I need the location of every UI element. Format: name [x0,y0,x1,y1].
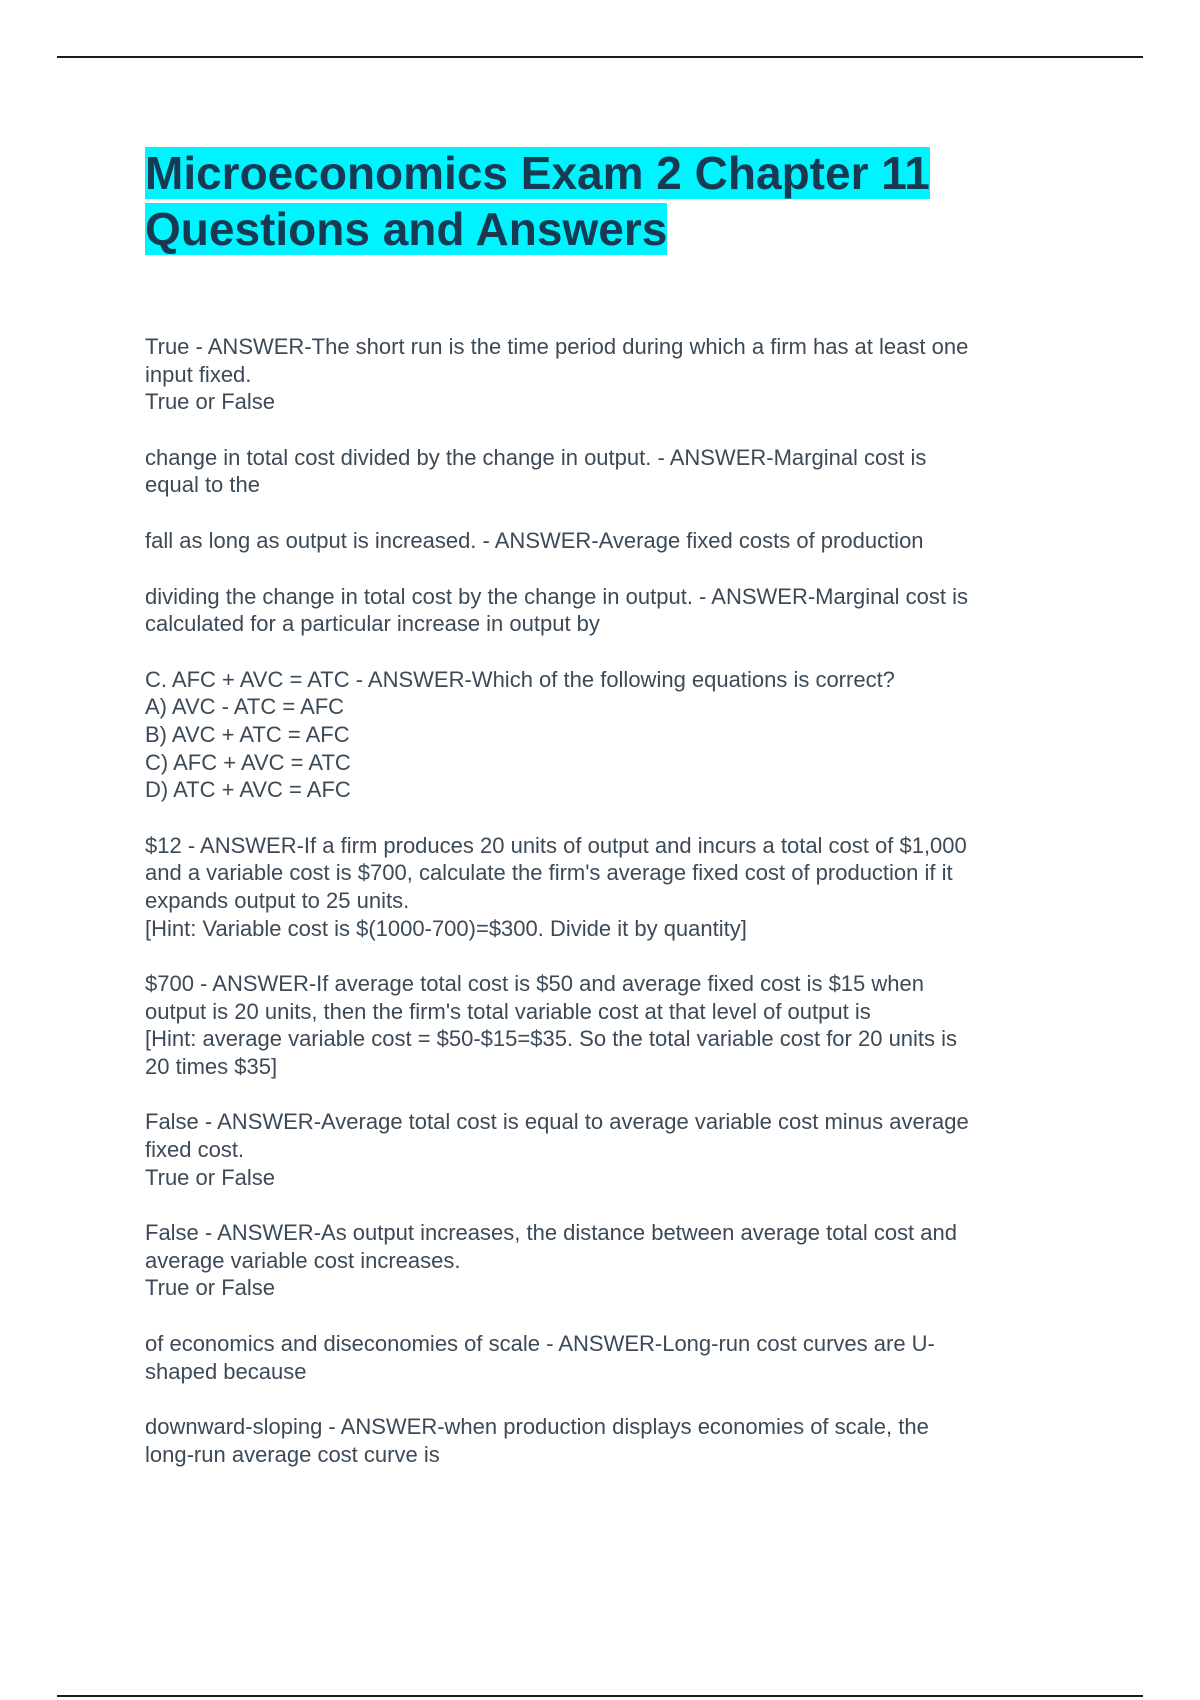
qa-item [145,583,1065,638]
qa-item [145,832,1065,942]
qa-line: $12 - ANSWER-If a firm produces 20 units of output and incurs a total cost of $1,000 [145,832,967,858]
qa-item [145,444,1065,499]
qa-line: [Hint: Variable cost is $(1000-700)=$300. Divide it by quantity] [145,915,747,941]
header-rule [57,56,1143,58]
qa-item [145,666,1065,804]
qa-item [145,1108,1065,1191]
qa-item [145,1413,1065,1468]
qa-item [145,970,1065,1080]
qa-line: True or False [145,389,276,415]
qa-line: input fixed. [145,361,252,387]
footer-rule [57,1695,1143,1697]
document-title [145,145,1065,257]
qa-line: and a variable cost is $700, calculate the firm's average fixed cost of production if it [145,860,953,886]
qa-line: A) AVC - ATC = AFC [145,694,345,720]
qa-line: of economics and diseconomies of scale - ANSWER-Long-run cost curves are U- [145,1331,935,1357]
qa-line: shaped because [145,1358,307,1384]
qa-item [145,1219,1065,1302]
qa-item [145,527,1065,555]
qa-list [145,333,1065,1468]
qa-line: D) ATC + AVC = AFC [145,777,351,803]
title-line-1: Microeconomics Exam 2 Chapter 11 [145,147,930,199]
qa-line: True - ANSWER-The short run is the time period during which a firm has at least one [145,334,969,359]
qa-line: B) AVC + ATC = AFC [145,721,350,747]
qa-item [145,1330,1065,1385]
qa-line: False - ANSWER-As output increases, the distance between average total cost and [145,1220,957,1246]
qa-line: output is 20 units, then the firm's total variable cost at that level of output is [145,998,871,1024]
qa-line: equal to the [145,472,260,498]
qa-line: True or False [145,1275,276,1301]
qa-item [145,333,1065,416]
qa-line: dividing the change in total cost by the change in output. - ANSWER-Marginal cost is [145,583,968,609]
qa-line: fixed cost. [145,1137,245,1163]
qa-line: calculated for a particular increase in output by [145,611,600,637]
qa-line: [Hint: average variable cost = $50-$15=$35. So the total variable cost for 20 units is [145,1026,958,1052]
qa-line: True or False [145,1164,276,1190]
document-body [145,145,1065,1496]
qa-line: False - ANSWER-Average total cost is equal to average variable cost minus average [145,1109,969,1135]
qa-line: average variable cost increases. [145,1247,461,1273]
qa-line: C. AFC + AVC = ATC - ANSWER-Which of the following equations is correct? [145,666,895,692]
qa-line: $700 - ANSWER-If average total cost is $50 and average fixed cost is $15 when [145,971,924,997]
qa-line: long-run average cost curve is [145,1441,440,1467]
qa-line: fall as long as output is increased. - ANSWER-Average fixed costs of production [145,527,924,553]
qa-line: 20 times $35] [145,1053,278,1079]
qa-line: downward-sloping - ANSWER-when production displays economies of scale, the [145,1414,929,1440]
title-line-2: Questions and Answers [145,203,668,255]
qa-line: C) AFC + AVC = ATC [145,749,351,775]
qa-line: change in total cost divided by the change in output. - ANSWER-Marginal cost is [145,444,927,470]
qa-line: expands output to 25 units. [145,887,410,913]
